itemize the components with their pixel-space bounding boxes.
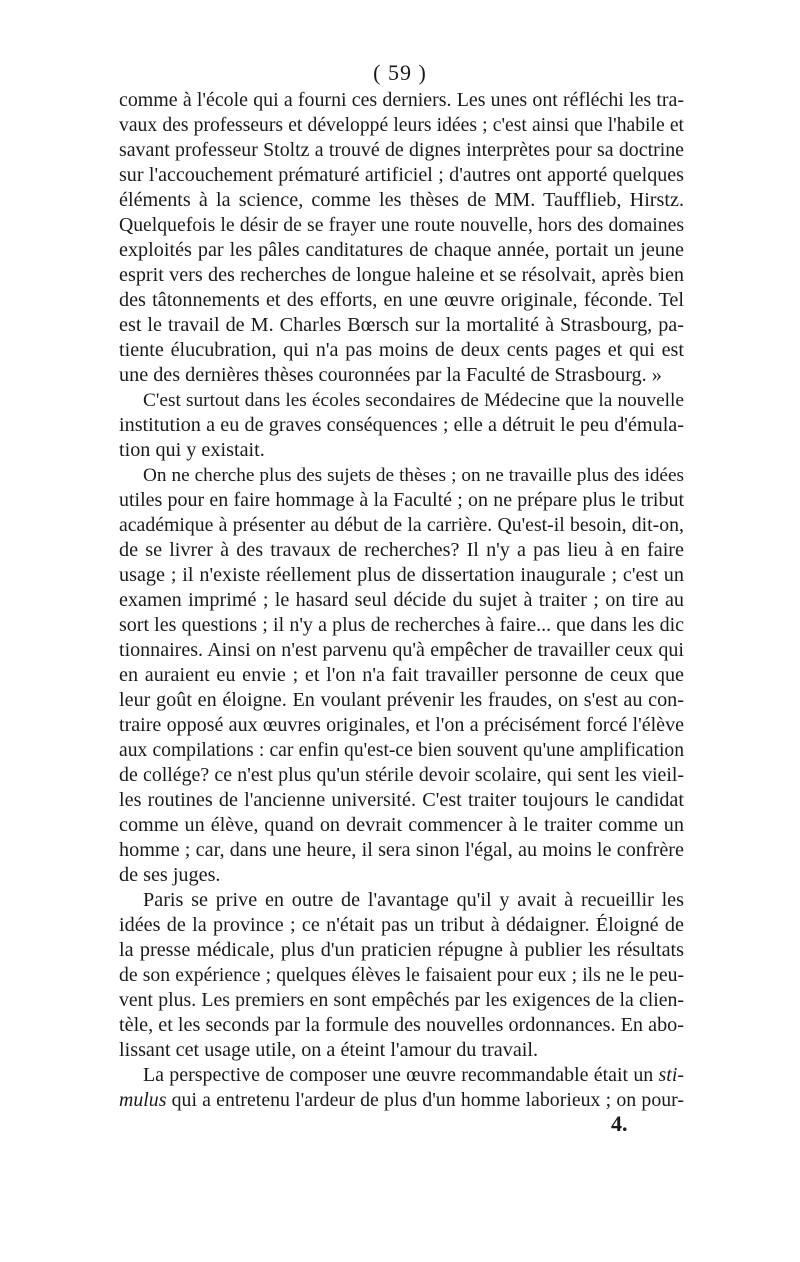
text-line bbox=[119, 663, 684, 688]
text-line bbox=[119, 838, 684, 863]
text-line bbox=[119, 163, 684, 188]
line-text: éléments à la science, comme les thèses de MM. Taufflieb, Hirstz. bbox=[119, 189, 684, 211]
text-line bbox=[119, 238, 684, 263]
text-line bbox=[119, 413, 684, 438]
text-line bbox=[119, 563, 684, 588]
italic-word: sti- bbox=[658, 1064, 684, 1086]
text-line bbox=[119, 788, 684, 813]
line-text: lissant cet usage utile, on a éteint l'amour du travail. bbox=[119, 1039, 539, 1061]
text-line bbox=[119, 1013, 684, 1038]
line-text: les routines de l'ancienne université. C'est traiter toujours le candidat bbox=[119, 789, 684, 811]
line-text: sort les questions ; il n'y a plus de recherches à faire... que dans les dic bbox=[119, 614, 684, 636]
text-line bbox=[119, 488, 684, 513]
text-line bbox=[119, 763, 684, 788]
text-line bbox=[119, 463, 684, 488]
line-text: une des dernières thèses couronnées par la Faculté de Strasbourg. » bbox=[119, 364, 662, 386]
text-line bbox=[119, 963, 684, 988]
text-line bbox=[119, 988, 684, 1013]
text-line bbox=[119, 638, 684, 663]
text-line bbox=[119, 1038, 684, 1063]
line-text: savant professeur Stoltz a trouvé de dignes interprètes pour sa doctrine bbox=[119, 139, 684, 161]
text-line bbox=[119, 213, 684, 238]
text-line bbox=[119, 288, 684, 313]
text-line bbox=[119, 363, 684, 388]
text-line bbox=[119, 713, 684, 738]
line-text: comme un élève, quand on devrait commencer à le traiter comme un bbox=[119, 814, 684, 836]
signature-mark: 4. bbox=[611, 1111, 628, 1136]
body-text bbox=[119, 88, 684, 1113]
line-text: comme à l'école qui a fourni ces derniers. Les unes ont réfléchi les tra- bbox=[119, 89, 684, 111]
line-text: Quelquefois le désir de se frayer une route nouvelle, hors des domaines bbox=[119, 214, 684, 236]
line-text: vent plus. Les premiers en sont empêchés par les exigences de la clien- bbox=[119, 989, 684, 1011]
text-line bbox=[119, 88, 684, 113]
line-text: tiente élucubration, qui n'a pas moins de deux cents pages et qui est bbox=[119, 339, 684, 361]
text-line bbox=[119, 813, 684, 838]
text-line bbox=[119, 313, 684, 338]
text-line bbox=[119, 688, 684, 713]
italic-word: mulus bbox=[119, 1089, 167, 1111]
page-number: ( 59 ) bbox=[373, 60, 427, 85]
line-text: leur goût en éloigne. En voulant prévenir les fraudes, on s'est au con- bbox=[119, 689, 684, 711]
line-text: qui a entretenu l'ardeur de plus d'un homme laborieux ; on pour- bbox=[166, 1089, 684, 1111]
line-text: sur l'accouchement prématuré artificiel ; d'autres ont apporté quelques bbox=[119, 164, 684, 186]
text-line bbox=[119, 588, 684, 613]
line-text: Paris se prive en outre de l'avantage qu'il y avait à recueillir les bbox=[143, 889, 684, 911]
line-text: académique à présenter au début de la carrière. Qu'est-il besoin, dit-on, bbox=[119, 514, 684, 536]
text-line bbox=[119, 863, 684, 888]
text-line bbox=[119, 538, 684, 563]
line-text: institution a eu de graves conséquences ; elle a détruit le peu d'émula- bbox=[119, 414, 684, 436]
line-text: traire opposé aux œuvres originales, et l'on a précisément forcé l'élève bbox=[119, 714, 684, 736]
line-text: est le travail de M. Charles Bœrsch sur la mortalité à Strasbourg, pa- bbox=[119, 314, 684, 336]
line-text: de collége? ce n'est plus qu'un stérile devoir scolaire, qui sent les vieil- bbox=[119, 764, 684, 786]
line-text: tionnaires. Ainsi on n'est parvenu qu'à empêcher de travailler ceux qui bbox=[119, 639, 684, 661]
text-line bbox=[119, 263, 684, 288]
text-line bbox=[119, 113, 684, 138]
line-text: tion qui y existait. bbox=[119, 439, 265, 461]
line-text: vaux des professeurs et développé leurs idées ; c'est ainsi que l'habile et bbox=[119, 114, 684, 136]
line-text: usage ; il n'existe réellement plus de dissertation inaugurale ; c'est un bbox=[119, 564, 684, 586]
text-line bbox=[119, 1063, 684, 1088]
text-line bbox=[119, 338, 684, 363]
line-text: en auraient eu envie ; et l'on n'a fait travailler personne de ceux que bbox=[119, 664, 684, 686]
line-text: de se livrer à des travaux de recherches? Il n'y a pas lieu à en faire bbox=[119, 539, 684, 561]
line-text: exploités par les pâles canditatures de chaque année, portait un jeune bbox=[119, 239, 684, 261]
line-text: La perspective de composer une œuvre recommandable était un bbox=[143, 1064, 659, 1086]
text-line bbox=[119, 938, 684, 963]
line-text: de ses juges. bbox=[119, 864, 221, 886]
line-text: homme ; car, dans une heure, il sera sinon l'égal, au moins le confrère bbox=[119, 839, 684, 861]
text-line bbox=[119, 613, 684, 638]
line-text: utiles pour en faire hommage à la Faculté ; on ne prépare plus le tribut bbox=[119, 489, 684, 511]
text-line bbox=[119, 188, 684, 213]
line-text: tèle, et les seconds par la formule des nouvelles ordonnances. En abo- bbox=[119, 1014, 684, 1036]
line-text: la presse médicale, plus d'un praticien répugne à publier les résultats bbox=[119, 939, 684, 961]
text-line bbox=[119, 388, 684, 413]
line-text: esprit vers des recherches de longue haleine et se résolvait, après bien bbox=[119, 264, 684, 286]
text-line bbox=[119, 1088, 684, 1113]
text-line bbox=[119, 138, 684, 163]
text-line bbox=[119, 913, 684, 938]
text-line bbox=[119, 888, 684, 913]
line-text: aux compilations : car enfin qu'est-ce bien souvent qu'une amplification bbox=[119, 740, 684, 761]
line-text: des tâtonnements et des efforts, en une œuvre originale, féconde. Tel bbox=[119, 289, 684, 311]
text-line bbox=[119, 438, 684, 463]
line-text: idées de la province ; ce n'était pas un tribut à dédaigner. Éloigné de bbox=[119, 914, 684, 936]
text-line bbox=[119, 738, 684, 763]
line-text: On ne cherche plus des sujets de thèses ; on ne travaille plus des idées bbox=[143, 465, 684, 486]
text-line bbox=[119, 513, 684, 538]
line-text: examen imprimé ; le hasard seul décide du sujet à traiter ; on tire au bbox=[119, 589, 684, 611]
line-text: C'est surtout dans les écoles secondaires de Médecine que la nouvelle bbox=[143, 390, 684, 411]
line-text: de son expérience ; quelques élèves le faisaient pour eux ; ils ne le peu- bbox=[119, 964, 684, 986]
